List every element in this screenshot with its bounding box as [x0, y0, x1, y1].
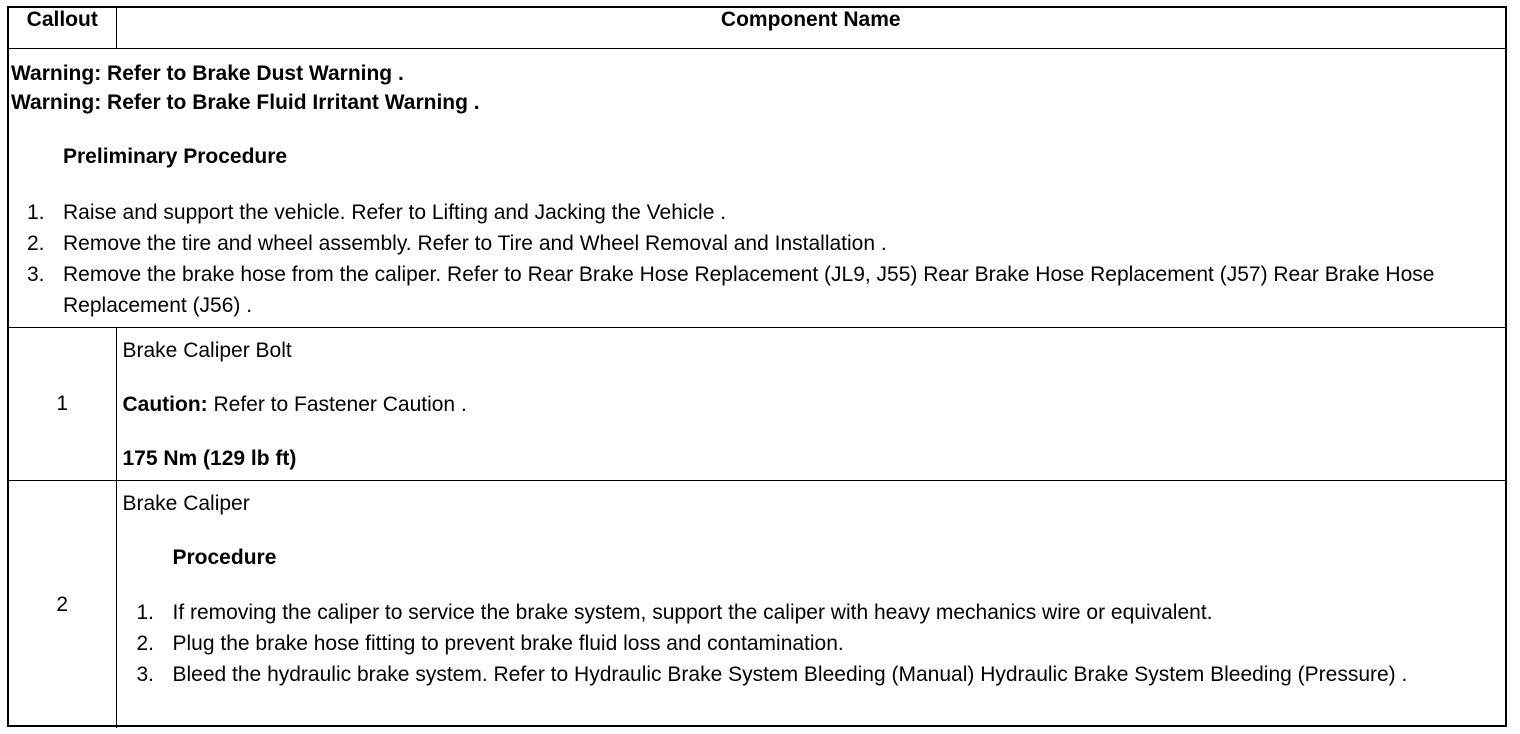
component-name: Brake Caliper [122, 492, 250, 515]
step-number: 2. [27, 232, 45, 255]
callout-column-header: Callout [9, 8, 116, 49]
table-row [9, 328, 1505, 481]
brake-dust-warning: Warning: Refer to Brake Dust Warning . [11, 62, 404, 85]
callout-number: 2 [9, 481, 116, 729]
caution-text: Refer to Fastener Caution . [207, 393, 467, 416]
component-name-column-header: Component Name [116, 8, 1505, 49]
step-text: Raise and support the vehicle. Refer to Lifting and Jacking the Vehicle . [63, 201, 727, 224]
component-name: Brake Caliper Bolt [122, 339, 292, 362]
procedure-steps-list [123, 597, 1506, 690]
preliminary-row [9, 49, 1505, 328]
table-header-row [9, 8, 1505, 49]
torque-spec: 175 Nm (129 lb ft) [122, 447, 297, 470]
component-table-frame [7, 6, 1507, 727]
list-item [123, 597, 1506, 628]
step-text: Bleed the hydraulic brake system. Refer to Hydraulic Brake System Bleeding (Manual) Hydraulic Brake System Bleeding (Pressure) . [172, 663, 1408, 686]
component-cell [116, 481, 1505, 729]
caution-line [123, 390, 1506, 419]
step-number: 3. [136, 663, 155, 686]
procedure-title: Procedure [172, 546, 277, 569]
component-cell [116, 328, 1505, 481]
preliminary-steps-list [11, 197, 1505, 321]
step-text: Remove the tire and wheel assembly. Refer to Tire and Wheel Removal and Installation . [63, 232, 887, 255]
caution-label: Caution: [122, 393, 208, 416]
component-table [9, 8, 1505, 728]
callout-number: 1 [9, 328, 116, 481]
step-text: Remove the brake hose from the caliper. Refer to Rear Brake Hose Replacement (JL9, J55) Rear Brake Hose Replacement (J57) Rear Brake Hose Replacement (J56) . [63, 263, 1435, 317]
step-number: 1. [27, 201, 45, 224]
list-item [11, 259, 1505, 321]
list-item [123, 628, 1506, 659]
brake-fluid-warning: Warning: Refer to Brake Fluid Irritant Warning . [11, 91, 480, 114]
list-item [11, 197, 1505, 228]
preliminary-procedure-title: Preliminary Procedure [63, 145, 288, 168]
step-text: Plug the brake hose fitting to prevent brake fluid loss and contamination. [172, 632, 844, 655]
list-item [123, 659, 1506, 690]
step-number: 1. [136, 601, 155, 624]
list-item [11, 228, 1505, 259]
step-number: 2. [136, 632, 155, 655]
table-row [9, 481, 1505, 729]
step-text: If removing the caliper to service the brake system, support the caliper with heavy mechanics wire or equivalent. [172, 601, 1213, 624]
preliminary-cell [9, 49, 1505, 328]
step-number: 3. [27, 263, 45, 286]
